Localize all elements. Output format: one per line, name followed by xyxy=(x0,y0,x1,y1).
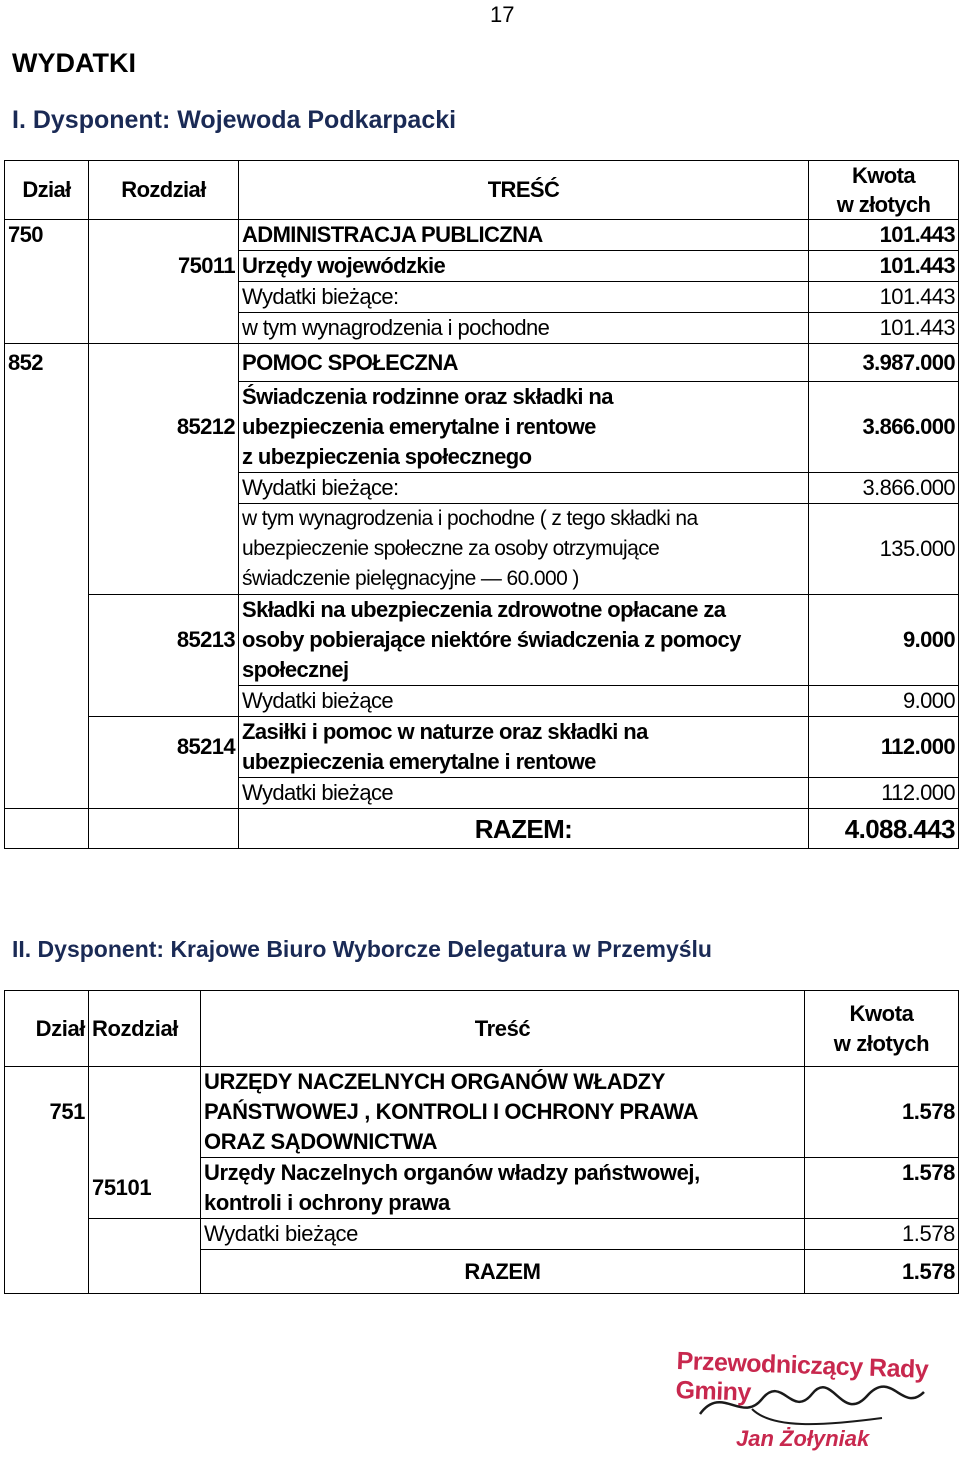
tresc-cell: w tym wynagrodzenia i pochodne xyxy=(239,313,809,344)
tresc-cell: Wydatki bieżące xyxy=(201,1219,805,1250)
tresc-line: ubezpieczenie społeczne za osoby otrzymujące xyxy=(242,537,660,560)
expenses-table-1 xyxy=(4,160,959,849)
header-rozdzial: Rozdział xyxy=(89,161,239,220)
total-row xyxy=(5,809,959,849)
table-row xyxy=(5,251,959,282)
kwota-cell: 135.000 xyxy=(809,504,959,595)
kwota-cell: 101.443 xyxy=(809,282,959,313)
rozdzial-cell: 85214 xyxy=(89,717,239,778)
total-row xyxy=(5,1250,959,1294)
tresc-line: świadczenie pielęgnacyjne — 60.000 ) xyxy=(242,567,579,590)
table-row xyxy=(5,220,959,251)
kwota-cell: 112.000 xyxy=(809,717,959,778)
table-header-row xyxy=(5,161,959,220)
expenses-table-2 xyxy=(4,990,959,1294)
tresc-cell: ADMINISTRACJA PUBLICZNA xyxy=(239,220,809,251)
total-amount: 1.578 xyxy=(805,1250,959,1294)
rozdzial-cell: 75011 xyxy=(89,251,239,282)
tresc-line: Świadczenia rodzinne oraz składki na xyxy=(242,384,613,409)
page-number: 17 xyxy=(490,2,515,27)
header-kwota xyxy=(805,991,959,1067)
tresc-line: z ubezpieczenia społecznego xyxy=(242,444,532,469)
rozdzial-cell: 85212 xyxy=(89,382,239,473)
kwota-cell: 3.866.000 xyxy=(809,382,959,473)
table-row xyxy=(5,282,959,313)
table-row xyxy=(5,595,959,686)
tresc-cell: Wydatki bieżące: xyxy=(239,473,809,504)
tresc-cell xyxy=(239,504,809,595)
tresc-line: ubezpieczenia emerytalne i rentowe xyxy=(242,414,596,439)
kwota-cell: 9.000 xyxy=(809,595,959,686)
header-tresc: TREŚĆ xyxy=(239,161,809,220)
tresc-cell xyxy=(201,1158,805,1219)
tresc-cell xyxy=(239,717,809,778)
tresc-cell xyxy=(239,595,809,686)
header-dzial: Dział xyxy=(5,991,89,1067)
section-1-heading: I. Dysponent: Wojewoda Podkarpacki xyxy=(12,106,457,134)
total-amount: 4.088.443 xyxy=(809,809,959,849)
header-kwota xyxy=(809,161,959,220)
header-kwota-line1: Kwota xyxy=(851,163,915,188)
tresc-line: osoby pobierające niektóre świadczenia z pomocy xyxy=(242,627,741,652)
section-2-heading: II. Dysponent: Krajowe Biuro Wyborcze Delegatura w Przemyślu xyxy=(12,936,712,962)
tresc-cell: POMOC SPOŁECZNA xyxy=(239,344,809,382)
rozdzial-cell: 75101 xyxy=(89,1158,201,1219)
table-row xyxy=(5,473,959,504)
table-row xyxy=(5,717,959,778)
tresc-line: ORAZ SĄDOWNICTWA xyxy=(204,1129,438,1154)
tresc-line: w tym wynagrodzenia i pochodne ( z tego składki na xyxy=(242,507,698,530)
stamp-title: Przewodniczący Rady Gminy xyxy=(675,1347,929,1407)
dzial-cell: 751 xyxy=(5,1067,89,1158)
table-row xyxy=(5,382,959,473)
table-row xyxy=(5,1219,959,1250)
tresc-cell: Wydatki bieżące xyxy=(239,778,809,809)
tresc-line: URZĘDY NACZELNYCH ORGANÓW WŁADZY xyxy=(204,1069,665,1094)
kwota-cell: 101.443 xyxy=(809,313,959,344)
dzial-cell: 852 xyxy=(5,344,89,382)
dzial-cell: 750 xyxy=(5,220,89,251)
page-title: WYDATKI xyxy=(12,48,136,78)
header-kwota-line2: w złotych xyxy=(836,192,931,217)
table-row xyxy=(5,504,959,595)
table-header-row xyxy=(5,991,959,1067)
total-label: RAZEM: xyxy=(239,809,809,849)
tresc-cell: Wydatki bieżące xyxy=(239,686,809,717)
header-kwota-line2: w złotych xyxy=(833,1030,930,1056)
kwota-cell: 1.578 xyxy=(805,1067,959,1158)
tresc-line: kontroli i ochrony prawa xyxy=(204,1190,450,1215)
header-rozdzial: Rozdział xyxy=(89,991,201,1067)
table-row xyxy=(5,1158,959,1219)
table-row xyxy=(5,313,959,344)
table-row xyxy=(5,1067,959,1158)
tresc-cell xyxy=(201,1067,805,1158)
table-row xyxy=(5,344,959,382)
rozdzial-cell: 85213 xyxy=(89,595,239,686)
tresc-line: PAŃSTWOWEJ , KONTROLI I OCHRONY PRAWA xyxy=(204,1099,699,1124)
kwota-cell: 9.000 xyxy=(809,686,959,717)
tresc-cell: Urzędy wojewódzkie xyxy=(239,251,809,282)
tresc-line: ubezpieczenia emerytalne i rentowe xyxy=(242,749,596,774)
header-dzial: Dział xyxy=(5,161,89,220)
kwota-cell: 1.578 xyxy=(805,1219,959,1250)
kwota-cell: 1.578 xyxy=(805,1158,959,1219)
stamp-name: Jan Żołyniak xyxy=(736,1426,870,1451)
tresc-line: Urzędy Naczelnych organów władzy państwowej, xyxy=(204,1160,700,1185)
tresc-line: Składki na ubezpieczenia zdrowotne opłacane za xyxy=(242,597,726,622)
kwota-cell: 112.000 xyxy=(809,778,959,809)
tresc-cell: Wydatki bieżące: xyxy=(239,282,809,313)
tresc-line: społecznej xyxy=(242,657,349,682)
header-tresc: Treść xyxy=(201,991,805,1067)
council-chairman-stamp xyxy=(672,1347,960,1468)
kwota-cell: 101.443 xyxy=(809,251,959,282)
kwota-cell: 3.987.000 xyxy=(809,344,959,382)
header-kwota-line1: Kwota xyxy=(849,1000,914,1026)
signature-icon xyxy=(692,1374,932,1434)
total-label: RAZEM xyxy=(201,1250,805,1294)
table-row xyxy=(5,778,959,809)
kwota-cell: 101.443 xyxy=(809,220,959,251)
tresc-cell xyxy=(239,382,809,473)
kwota-cell: 3.866.000 xyxy=(809,473,959,504)
table-row xyxy=(5,686,959,717)
tresc-line: Zasiłki i pomoc w naturze oraz składki na xyxy=(242,719,648,744)
